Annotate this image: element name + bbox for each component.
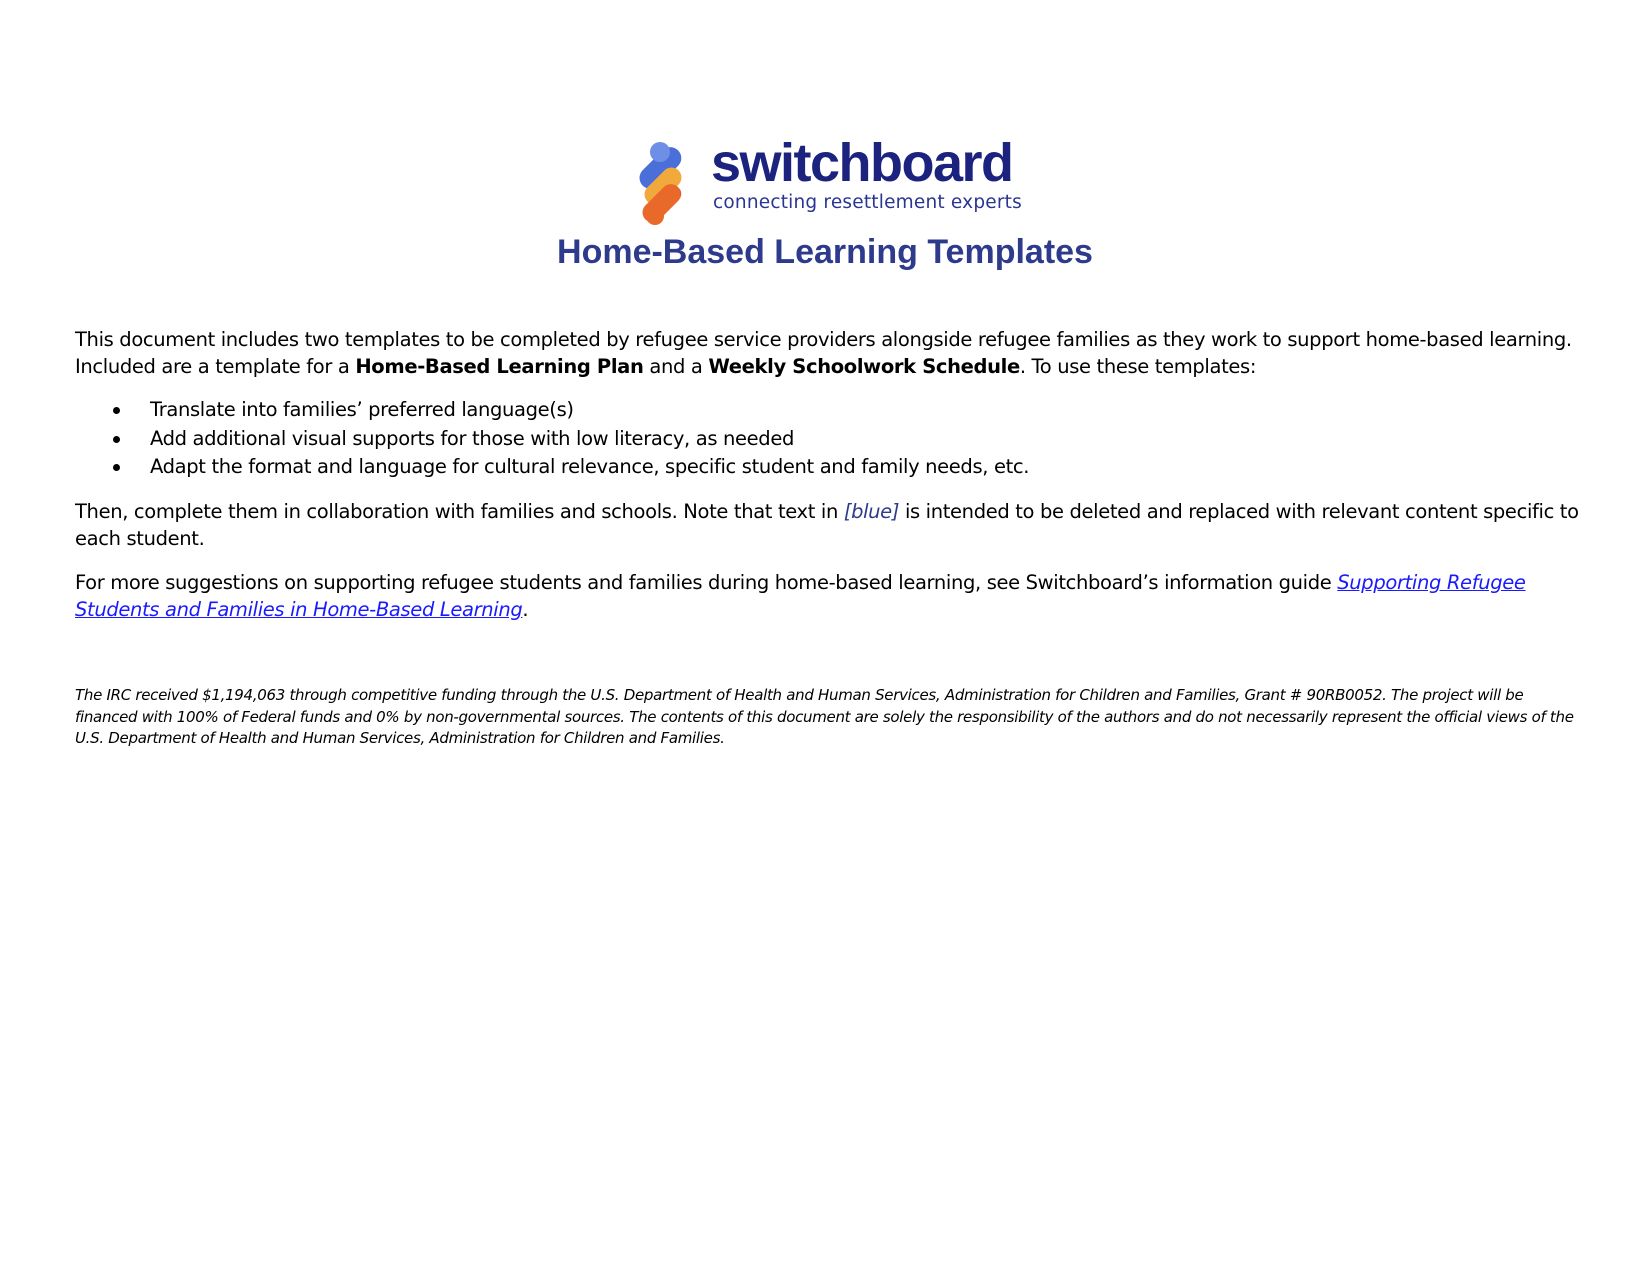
logo-tagline: connecting resettlement experts (713, 192, 1022, 213)
list-item: Adapt the format and language for cultural relevance, specific student and family needs, etc. (75, 453, 1575, 482)
blue-placeholder-sample: [blue] (843, 500, 900, 523)
intro-text-1: This document includes two templates to be completed by refugee service providers alongside refugee families as they work to support home-based learning. Included are a template for a (75, 328, 1572, 378)
switchboard-logo-mark-icon (625, 140, 697, 226)
intro-text-3: . To use these templates: (1019, 355, 1257, 378)
intro-schedule-name: Weekly Schoolwork Schedule (708, 355, 1020, 378)
info-guide-link[interactable]: Supporting Refugee Students and Families in Home-Based Learning (75, 571, 1526, 621)
more-info-text-2: . (522, 598, 529, 621)
switchboard-logo (625, 133, 1025, 224)
more-info-paragraph (75, 569, 1585, 623)
logo-wordmark: switchboard (711, 133, 1013, 193)
instructions-paragraph (75, 498, 1585, 552)
intro-text-2: and a (643, 355, 709, 378)
instructions-text-2: is intended to be deleted and replaced with relevant content specific to each student. (75, 500, 1579, 550)
funding-disclaimer: The IRC received $1,194,063 through competitive funding through the U.S. Department of Health and Human Services, Administration for Children and Families, Grant # 90RB0052. The project will be financed with 100% of Federal funds and 0% by non-governmental sources. The contents of this document are solely the responsibility of the authors and do not necessarily represent the official views of the U.S. Department of Health and Human Services, Administration for Children and Families. (75, 686, 1574, 747)
instructions-text-1: Then, complete them in collaboration with families and schools. Note that text in (75, 500, 844, 523)
intro-paragraph (75, 326, 1585, 380)
page-title: Home-Based Learning Templates (557, 233, 1093, 271)
list-item: Translate into families’ preferred language(s) (75, 396, 1575, 425)
list-item: Add additional visual supports for those with low literacy, as needed (75, 425, 1575, 454)
more-info-text-1: For more suggestions on supporting refugee students and families during home-based learning, see Switchboard’s information guide (75, 571, 1338, 594)
usage-steps-list (75, 396, 1575, 482)
intro-plan-name: Home-Based Learning Plan (355, 355, 644, 378)
